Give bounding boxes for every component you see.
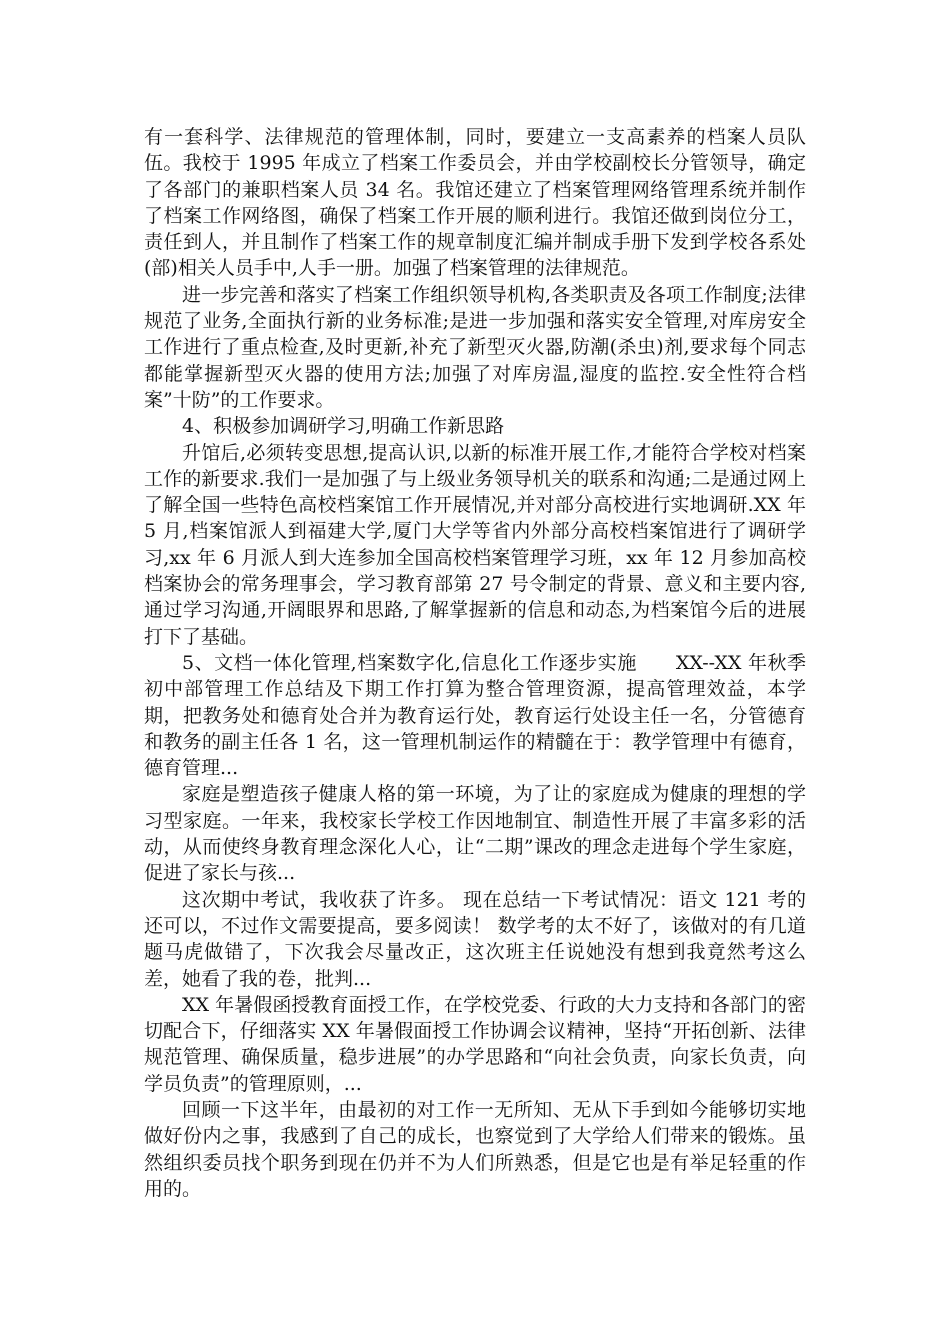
section-heading-research: 4、积极参加调研学习,明确工作新思路: [182, 415, 505, 438]
paragraph-midterm-exam: 这次期中考试，我收获了许多。 现在总结一下考试情况：语文 121 考的还可以，不过作文需要提高，要多阅读！ 数学考的太不好了，该做对的有几道题马虎做错了，下次我会尽量改正，这次班主任说她没有想到我竟然考这么差，她看了我的卷，批判...: [144, 888, 806, 990]
document-page: [144, 124, 806, 1202]
paragraph-safety-management: 进一步完善和落实了档案工作组织领导机构,各类职责及各项工作制度;法律规范了业务,全面执行新的业务标准;是进一步加强和落实安全管理,对库房安全工作进行了重点检查,及时更新,补充了新型灭火器,防潮(杀虫)剂,要求每个同志都能掌握新型灭火器的使用方法;加强了对库房温,湿度的监控.安全性符合档案”十防”的工作要求。: [144, 283, 806, 411]
section-heading-digitization: 5、文档一体化管理,档案数字化,信息化工作逐步实施 XX--XX 年秋季初中部管理工作总结及下期工作打算为整合管理资源，提高管理效益，本学期，把教务处和德育处合并为教育运行处，教育运行处设主任一名，分管德育和教务的副主任各 1 名，这一管理机制运作的精髓在于：教学管理中有德育，德育管理...: [144, 651, 806, 780]
paragraph-research-study: 升馆后,必须转变思想,提高认识,以新的标准开展工作,才能符合学校对档案工作的新要求.我们一是加强了与上级业务领导机关的联系和沟通;二是通过网上了解全国一些特色高校档案馆工作开展情况,并对部分高校进行实地调研.XX 年 5 月,档案馆派人到福建大学,厦门大学等省内外部分高校档案馆进行了调研学习,xx 年 6 月派人到大连参加全国高校档案管理学习班，xx 年 12 月参加高校档案协会的常务理事会，学习教育部第 27 号令制定的背景、意义和主要内容,通过学习沟通,开阔眼界和思路,了解掌握新的信息和动态,为档案馆今后的进展打下了基础。: [144, 441, 806, 648]
paragraph-summer-correspondence: XX 年暑假函授教育面授工作，在学校党委、行政的大力支持和各部门的密切配合下，仔细落实 XX 年暑假面授工作协调会议精神，坚持“开拓创新、法律规范管理、确保质量，稳步进展”的办学思路和“向社会负责，向家长负责，向学员负责”的管理原则，...: [144, 993, 806, 1095]
paragraph-archive-system: 有一套科学、法律规范的管理体制，同时，要建立一支高素养的档案人员队伍。我校于 1995 年成立了档案工作委员会，并由学校副校长分管领导，确定了各部门的兼职档案人员 34 名。我馆还建立了档案管理网络管理系统并制作了档案工作网络图，确保了档案工作开展的顺利进行。我馆还做到岗位分工，责任到人，并且制作了档案工作的规章制度汇编并制成手册下发到学校各系处(部)相关人员手中,人手一册。加强了档案管理的法律规范。: [144, 126, 806, 280]
paragraph-half-year-review: 回顾一下这半年，由最初的对工作一无所知、无从下手到如今能够切实地做好份内之事，我感到了自己的成长，也察觉到了大学给人们带来的锻炼。虽然组织委员找个职务到现在仍并不为人们所熟悉，但是它也是有举足轻重的作用的。: [144, 1098, 806, 1200]
paragraph-family-education: 家庭是塑造孩子健康人格的第一环境，为了让的家庭成为健康的理想的学习型家庭。一年来，我校家长学校工作因地制宜、制造性开展了丰富多彩的活动，从而使终身教育理念深化人心，让“二期”课改的理念走进每个学生家庭，促进了家长与孩...: [144, 783, 806, 885]
